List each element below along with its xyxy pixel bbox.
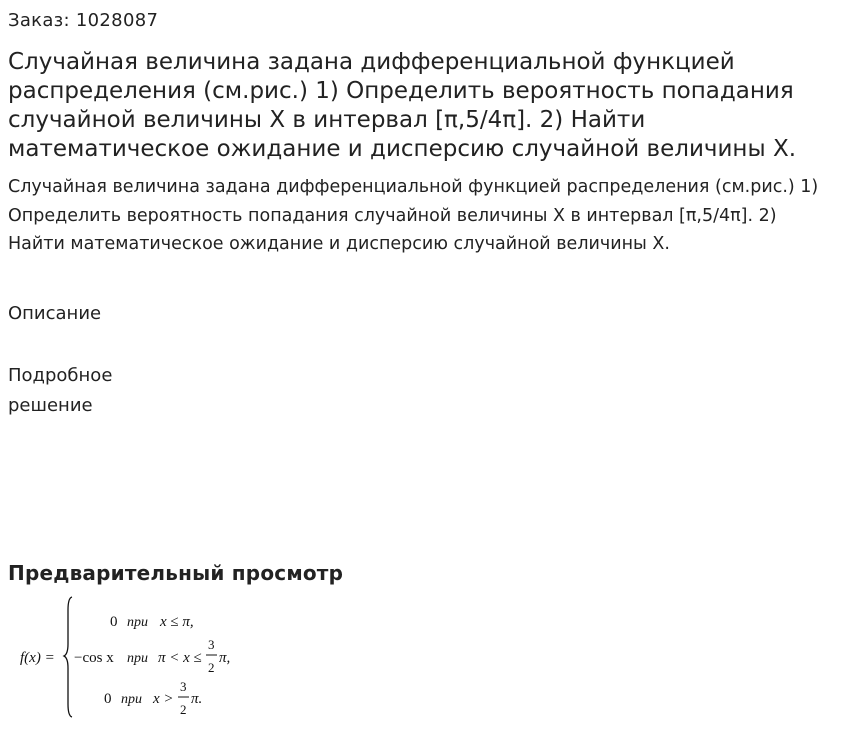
case2-value: −cos x [74, 650, 114, 666]
case1-word: при [127, 615, 148, 630]
curly-brace-icon [64, 597, 72, 717]
case3-word: при [121, 692, 142, 707]
case3-fraction-numerator: 3 [180, 679, 187, 694]
case3-fraction-denominator: 2 [180, 702, 187, 717]
detailed-solution-label: Подробное решение [8, 365, 113, 416]
case3-value: 0 [104, 691, 112, 707]
task-title: Случайная величина задана дифференциальной функцией распределения (см.рис.) 1) Определить вероятность попадания случайной величины X в интервал [π,5/4π]. 2) Найти математическое ожидание и дисперсию случайной величины X. [8, 49, 797, 162]
case2-condition-right: π, [219, 650, 231, 666]
case1-condition: x ≤ π, [160, 614, 194, 630]
case2-condition-left: π < x ≤ [158, 650, 202, 666]
case2-fraction-numerator: 3 [208, 637, 215, 652]
case3-condition-right: π. [191, 691, 203, 707]
preview-heading: Предварительный просмотр [8, 561, 344, 585]
formula-preview-image [14, 592, 254, 726]
case3-condition-left: x > [153, 691, 174, 707]
task-description: Случайная величина задана дифференциальной функцией распределения (см.рис.) 1) Определить вероятность попадания случайной величины X в интервал [π,5/4π]. 2) Найти математическое ожидание и дисперсию случайной величины X. [8, 177, 819, 254]
piecewise-formula [14, 592, 254, 722]
case2-word: при [127, 651, 148, 666]
description-label: Описание [8, 303, 102, 324]
case2-fraction-denominator: 2 [208, 660, 215, 675]
formula-lhs: f(x) = [20, 650, 55, 666]
order-number: Заказ: 1028087 [8, 10, 159, 31]
case1-value: 0 [110, 614, 118, 630]
